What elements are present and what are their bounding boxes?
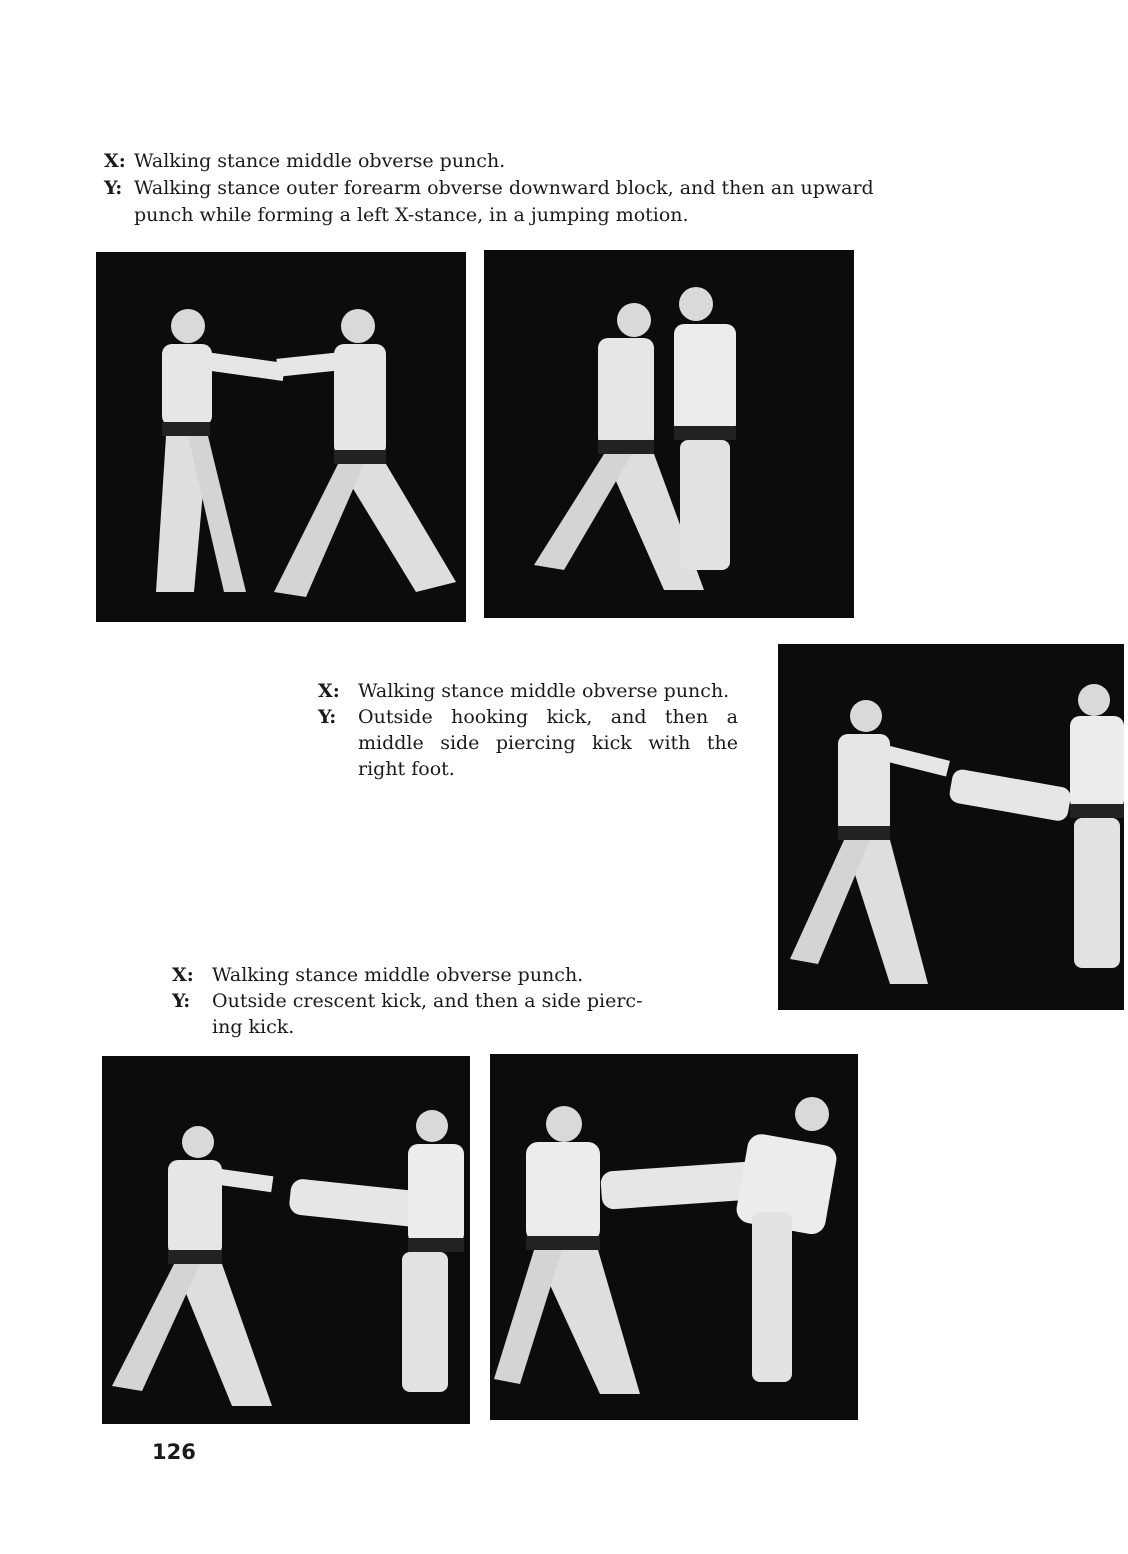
photo-crescent-kick bbox=[102, 1056, 470, 1424]
caption-y-text: Outside crescent kick, and then a side pierc-ing kick. bbox=[212, 990, 643, 1038]
caption-x-text: Walking stance middle obverse punch. bbox=[358, 680, 730, 702]
caption-y-label: Y: bbox=[104, 177, 123, 199]
caption-x-label: X: bbox=[104, 150, 126, 172]
caption-x-text: Walking stance middle obverse punch. bbox=[134, 150, 506, 172]
photo-side-piercing-kick bbox=[778, 644, 1124, 1010]
caption-bottom bbox=[172, 962, 662, 1040]
photo-downward-block-x-stance bbox=[484, 250, 854, 618]
caption-y-label: Y: bbox=[318, 706, 337, 728]
caption-top bbox=[104, 148, 874, 229]
page-number: 126 bbox=[152, 1440, 196, 1464]
photo-punch-exchange bbox=[96, 252, 466, 622]
caption-middle bbox=[318, 678, 738, 782]
photo-side-kick bbox=[490, 1054, 858, 1420]
caption-x-label: X: bbox=[318, 680, 340, 702]
caption-y-label: Y: bbox=[172, 990, 191, 1012]
caption-y-text: Outside hooking kick, and then a middle side piercing kick with the right foot. bbox=[358, 706, 738, 780]
caption-y-text: Walking stance outer forearm obverse downward block, and then an upward punch while forming a left X-stance, in a jumping motion. bbox=[134, 177, 874, 226]
caption-x-label: X: bbox=[172, 964, 194, 986]
caption-x-text: Walking stance middle obverse punch. bbox=[212, 964, 584, 986]
